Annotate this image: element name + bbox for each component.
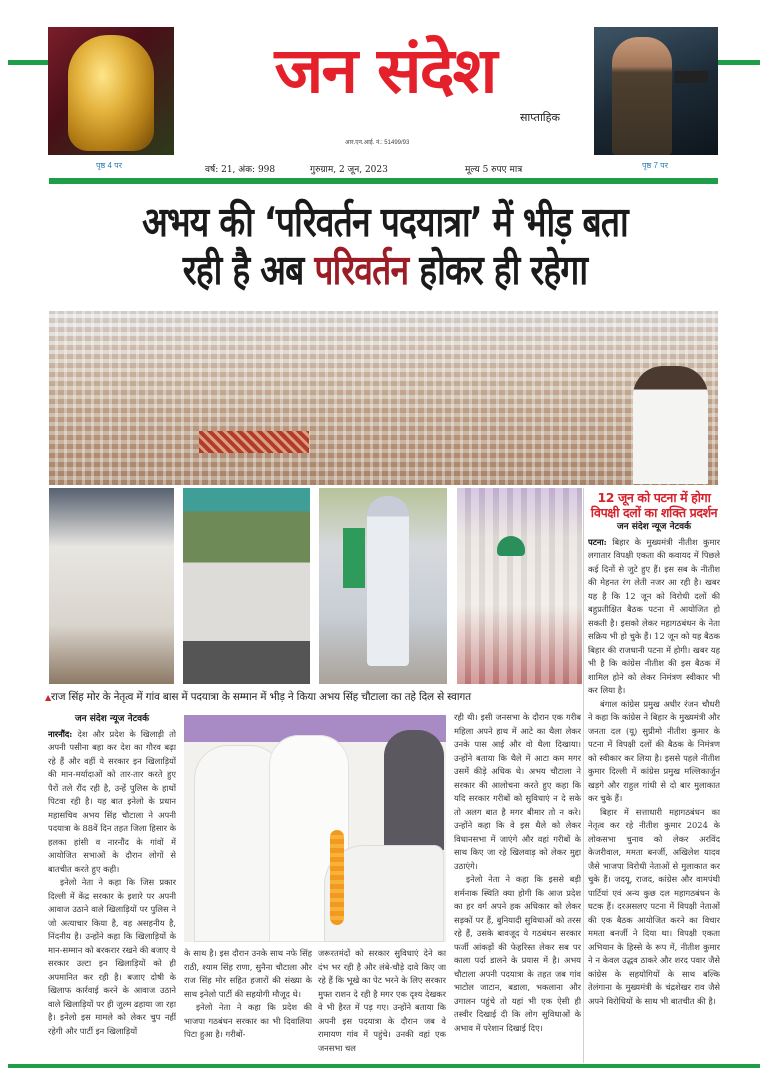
side-headline-line-2: विपक्षी दलों का शक्ति प्रदर्शन — [590, 505, 718, 520]
headline-line-2-start: रही है अब — [182, 246, 315, 294]
main-headline[interactable] — [102, 198, 668, 294]
crowd-rally-photo[interactable] — [49, 311, 718, 485]
main-article-paragraph: जरूरतमंदों को सरकार सुविधाएं देने का दंभ भर रही है और लंबे-चौड़े दावे किए जा रहे हैं कि भूखे का पेट भरने के लिए सरकार मुफ्त राशन दे रही है मगर एक दृश्य देखकर वे भी हैरत में पड़ गए। उन्होंने बताया कि अपनी इस पदयात्रा के दौरान जब वे रामायण गांव में पहुंचे। उनकी वहां एक जनसभा चल — [318, 948, 446, 1053]
right-teaser-page-ref[interactable]: पृष्ठ 7 पर — [642, 161, 668, 170]
right-teaser-image[interactable] — [594, 27, 718, 155]
main-article-text-1: देश और प्रदेश के खिलाड़ी तो अपनी पसीना बहा कर देश का गौरव बढ़ा रहे हैं और वहीं ये सरकार इन खिलाड़ियों की मान-मर्यादाओं को तार-तार करते हुए पैरों तले रौंद रही है, उन्हें पुलिस के हाथों पिटवा रही है। यह बात इनेलो के प्रधान महासचिव अभय सिंह चौटाला ने अपनी पदयात्रा के 88वें दिन तहत जिला हिसार के हलका हांसी व नारनौंद के गांवों में आयोजित सभाओं के दौरान लोगों से बातचीत करते हुए कही। — [48, 728, 176, 874]
main-article-column-1 — [48, 713, 176, 1063]
marigold-garland-icon — [330, 830, 344, 925]
speaker-figure-icon — [633, 366, 708, 484]
side-article-dateline: पटना: — [588, 536, 607, 547]
masthead-rule-left — [8, 60, 48, 65]
leader-receiving-gift-photo[interactable] — [49, 488, 174, 684]
actor-figure-icon — [612, 37, 672, 155]
issue-number: वर्ष: 21, अंक: 998 — [205, 165, 276, 175]
caption-marker-icon: ▲ — [45, 693, 51, 702]
green-flag-icon — [343, 528, 365, 588]
main-article-column-4 — [454, 711, 581, 1063]
side-article-paragraph: बंगाल कांग्रेस प्रमुख अधीर रंजन चौधरी ने कहा कि कांग्रेस ने बिहार के मुख्यमंत्री और जनता दल (यू) सुप्रीमो नीतीश कुमार के पटना में विपक्षी दलों की बैठक के निमंत्रण को स्वीकार कर लिया है। इससे पहले नीतीश कुमार दिल्ली में कांग्रेस प्रमुख मल्लिकार्जुन खड़गे और राहुल गांधी से दो बार मुलाकात कर चुके हैं। — [588, 698, 720, 803]
main-article-paragraph: इनेलो नेता ने कहा कि प्रदेश की भाजपा गठबंधन सरकार का भी दिवालिया पिटा हुआ है। गरीबों- — [184, 1002, 312, 1039]
left-teaser-image[interactable] — [48, 27, 174, 155]
left-teaser-page-ref[interactable]: पृष्ठ 4 पर — [96, 161, 122, 170]
newspaper-frequency: साप्ताहिक — [520, 111, 560, 124]
stage-carpet-icon — [199, 431, 309, 453]
headline-line-2-end: होकर ही रहेगा — [408, 246, 588, 294]
masthead-rule-right — [718, 60, 760, 65]
side-article-text-1: बिहार के मुख्यमंत्री नीतीश कुमार लगातार विपक्षी एकता की कवायद में पिछले कई दिनों से जुटे हुए हैं। इस सब के नीतीश की मेहनत रंग लेती नजर आ रही है। खबर यह है कि 12 जून को विरोधी दलों की बहुप्रतीक्षित बैठक पटना में आयोजित हो सकती है। इसको लेकर महागठबंधन के नेता सक्रिय भी हो चुके हैं। 12 जून को यह बैठक बिहार की राजधानी पटना में होगी। खबर यह भी है कि कांग्रेस नीतीश की इस बैठक में शामिल होने को लेकर निमंत्रण स्वीकार भी कर लिया है। — [588, 536, 720, 695]
main-article-paragraph: के साथ है। इस दौरान उनके साथ नफे सिंह राठी, श्याम सिंह राणा, सुनैना चौटाला और राज सिंह मोर सहित हजारों की संख्या के साथ इनेलो पार्टी की सहयोगी मौजूद थे। — [184, 948, 312, 999]
masthead-bottom-rule — [49, 178, 718, 184]
main-article-dateline: नारनौंद: — [48, 728, 73, 739]
edition-date: गुरुग्राम, 2 जून, 2023 — [310, 165, 388, 175]
newspaper-logo: जन संदेश — [274, 33, 496, 108]
main-article-column-3 — [318, 947, 446, 1063]
headline-line-2 — [102, 246, 668, 294]
main-article-paragraph: रही थी। इसी जनसभा के दौरान एक गरीब महिला अपने हाथ में आटे का थैला लेकर उनके पास आई और वो थैला दिखाया। उन्होंने बताया कि थैले में आटा कम मगर उसमें कीड़े अधिक थे। अभय चौटाला ने सरकार की आलोचना करते हुए कहा कि यदि सरकार गरीबों को सुविधाएं न दे सके तो अलग बात है मगर बीमार तो न करे। उन्होंने कहा कि वे इस थैले को लेकर विधानसभा में जाएंगे और वहां गरीबों के साथ किए जा रहे खिलवाड़ को लेकर मुद्दा उठाएंगे। — [454, 712, 581, 871]
side-headline-line-1: 12 जून को पटना में होगा — [597, 490, 711, 505]
main-article-paragraph: इनेलो नेता ने कहा कि जिस प्रकार दिल्ली में केंद्र सरकार के इशारे पर अपनी आवाज उठाने वाले खिलाड़ियों पर पुलिस ने जो अत्याचार किया है, वह असहनीय है, निंदनीय है। उन्होंने कहा कि खिलाड़ियों के मान-सम्मान को बरकरार रखने की बजाए ये सरकार उल्टा इन खिलाड़ियों को ही अपमानित कर रही है। बजाए दोषी के खिलाफ कार्रवाई करने के आवाज उठाने वाले खिलाड़ियों पर ही जुल्म ढहाया जा रहा है। इनेलो इस मामले को लेकर चुप नहीं रहेगी और पार्टी इन खिलाड़ियों — [48, 877, 176, 1036]
price: मूल्य 5 रुपए मात्र — [465, 165, 523, 175]
side-article-paragraph: बिहार में सत्ताधारी महागठबंधन का नेतृत्व कर रहे नीतीश कुमार 2024 के लोकसभा चुनाव को लेकर अरविंद केजरीवाल, ममता बनर्जी, अखिलेश यादव जैसे भाजपा विरोधी नेताओं से मुलाकात कर चुके हैं। जदयू, राजद, कांग्रेस और वामपंथी पार्टियां एवं अन्य कुछ दल महागठबंधन के घटक हैं। दरअसलए पटना में विपक्षी नेताओं की एक बैठक आयोजित करने का विचार ममता बनर्जी ने दिया था। विपक्षी एकता अभियान के हिस्से के रूप में, नीतीश कुमार ने न केवल उद्धव ठाकरे और शरद पवार जैसे कांग्रेस के सहयोगियों के साथ बल्कि तेलंगाना के मुख्यमंत्री के चंद्रशेखर राव जैसे अपने विरोधियों के साथ भी बातचीत की है। — [588, 806, 720, 1006]
side-article-paragraph — [588, 536, 720, 698]
garland-welcome-photo[interactable] — [184, 715, 446, 942]
man-dark-shirt-figure-icon — [384, 730, 444, 850]
golden-emblem-icon — [68, 35, 154, 151]
main-article-paragraph — [48, 728, 176, 877]
headline-highlight: परिवर्तन — [314, 246, 409, 294]
green-turban-icon — [497, 536, 525, 556]
main-article-byline: जन संदेश न्यूज नेटवर्क — [74, 714, 150, 724]
photo-caption — [45, 690, 585, 704]
side-article-byline: जन संदेश न्यूज नेटवर्क — [616, 522, 692, 532]
cyclist-figure-icon — [367, 496, 409, 666]
gun-icon — [674, 71, 708, 83]
main-article-paragraph: इनेलो नेता ने कहा कि इससे बड़ी शर्मनाक स्थिति क्या होगी कि आज प्रदेश का हर वर्ग अपने हक अधिकार को लेकर सड़कों पर हैं, बुनियादी सुविधाओं को तरस रहे हैं, उसके बावजूद ये गठबंधन सरकार फर्जी आंकड़ों की फेहरिस्त लेकर सब पर काला पर्दा डालने के प्रयास में है। अभय चौटाला अपनी पदयात्रा के तहत जब गांव भाटोल जाटान, बडाला, भकलाना और उगालन पहुंचे तो यहां भी एक ऐसी ही तस्वीर दिखाई दी कि लोग सुविधाओं के अभाव में परेशान दिखाई दिए। — [454, 874, 581, 1033]
registration-number: आर.एन.आई. नं.: 51499/93 — [345, 140, 410, 146]
headline-line-1: अभय की ‘परिवर्तन पदयात्रा’ में भीड़ बता — [142, 198, 628, 246]
seated-crowd-photo[interactable] — [457, 488, 582, 684]
main-article-column-2 — [184, 947, 312, 1063]
elderly-man-on-bicycle-photo[interactable] — [319, 488, 447, 684]
side-article-body — [588, 521, 720, 1061]
children-on-tractor-photo[interactable] — [183, 488, 310, 684]
side-article-headline[interactable] — [586, 490, 722, 520]
page-bottom-rule — [8, 1064, 760, 1068]
caption-text: राज सिंह मोर के नेतृत्व में गांव बास में पदयात्रा के सम्मान में भीड़ ने किया अभय सिंह चौटाला का तहे दिल से स्वागत — [50, 691, 471, 703]
column-divider — [583, 488, 584, 1063]
